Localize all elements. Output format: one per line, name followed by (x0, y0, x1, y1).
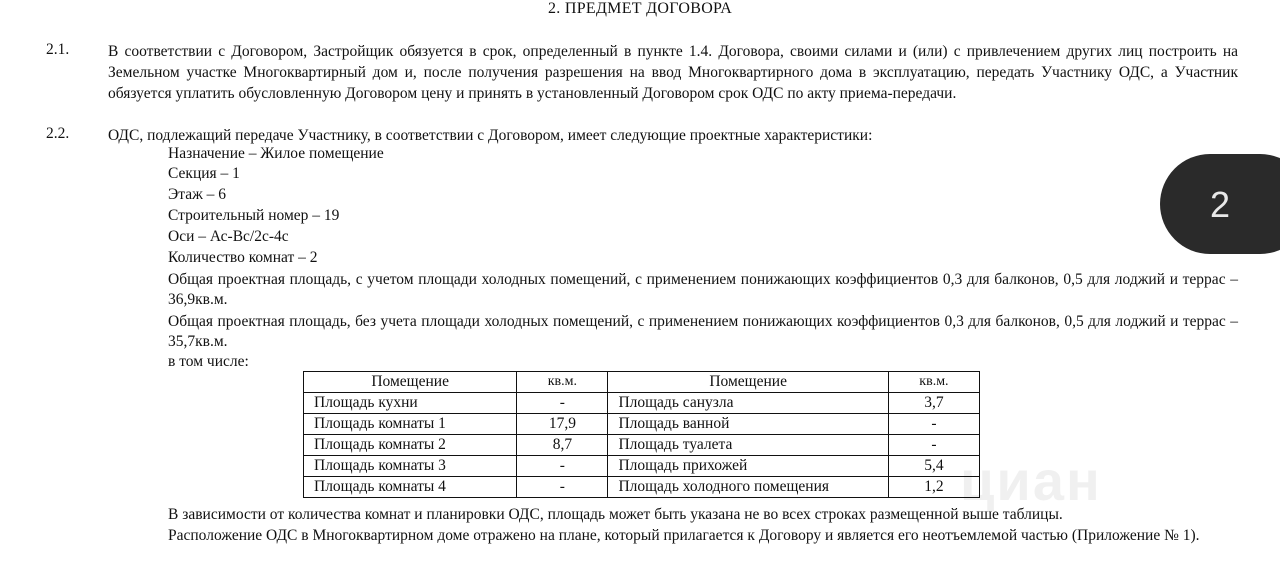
table-cell: Площадь холодного помещения (608, 477, 888, 498)
header-sqm: кв.м. (517, 372, 608, 393)
table-cell: 5,4 (888, 456, 979, 477)
table-row (304, 477, 980, 498)
table-cell: Площадь ванной (608, 414, 888, 435)
table-cell: Площадь комнаты 2 (304, 435, 517, 456)
table-header-row (304, 372, 980, 393)
table-row (304, 414, 980, 435)
spec-rooms: Количество комнат – 2 (168, 249, 318, 266)
table-cell: 3,7 (888, 393, 979, 414)
table-row (304, 435, 980, 456)
spec-area-without-cold: Общая проектная площадь, без учета площади холодных помещений, с применением понижающих коэффициентов 0,3 для балконов, 0,5 для лоджий и террас – 35,7кв.м. (168, 313, 1238, 350)
section-title: 2. ПРЕДМЕТ ДОГОВОРА (547, 0, 733, 17)
spec-purpose: Назначение – Жилое помещение (168, 145, 384, 162)
clause-number-2-1: 2.1. (46, 41, 70, 58)
spec-build-number: Строительный номер – 19 (168, 207, 340, 224)
table-cell: - (888, 435, 979, 456)
clause-text-2-1: В соответствии с Договором, Застройщик обязуется в срок, определенный в пункте 1.4. Договора, своими силами и (или) с привлечением других лиц построить на Земельном участке Многоквартирный дом и, после получения разрешения на ввод Многоквартирного дома в эксплуатацию, передать Участнику ОДС, а Участник обязуется уплатить обусловленную Договором цену и принять в установленный Договором срок ОДС по акту приема-передачи. (108, 43, 1238, 102)
table-cell: - (888, 414, 979, 435)
table-cell: 8,7 (517, 435, 608, 456)
table-cell: - (517, 393, 608, 414)
page-number: 2 (1209, 184, 1231, 225)
watermark-logo: циан (960, 449, 1102, 512)
table-cell: Площадь комнаты 1 (304, 414, 517, 435)
header-sqm: кв.м. (888, 372, 979, 393)
table-row (304, 456, 980, 477)
table-cell: Площадь туалета (608, 435, 888, 456)
table-cell: Площадь прихожей (608, 456, 888, 477)
location-note: Расположение ОДС в Многоквартирном доме отражено на плане, который прилагается к Договору и является его неотъемлемой частью (Приложение № 1). (168, 527, 1200, 544)
table-cell: 1,2 (888, 477, 979, 498)
spec-including: в том числе: (168, 353, 249, 370)
spec-axes: Оси – Ас-Вс/2с-4с (168, 228, 289, 245)
table-note: В зависимости от количества комнат и планировки ОДС, площадь может быть указана не во всех строках размещенной выше таблицы. (168, 506, 1063, 523)
table-cell: Площадь кухни (304, 393, 517, 414)
table-cell: Площадь комнаты 4 (304, 477, 517, 498)
spec-section: Секция – 1 (168, 165, 240, 182)
spec-floor: Этаж – 6 (168, 186, 227, 203)
areas-table (303, 371, 980, 498)
header-room: Помещение (608, 372, 888, 393)
table-cell: - (517, 477, 608, 498)
clause-number-2-2: 2.2. (46, 125, 70, 142)
table-row (304, 393, 980, 414)
spec-area-with-cold: Общая проектная площадь, с учетом площади холодных помещений, с применением понижающих коэффициентов 0,3 для балконов, 0,5 для лоджий и террас – 36,9кв.м. (168, 271, 1238, 308)
table-cell: 17,9 (517, 414, 608, 435)
page-number-badge[interactable] (1160, 154, 1280, 254)
table-cell: Площадь комнаты 3 (304, 456, 517, 477)
table-cell: - (517, 456, 608, 477)
table-cell: Площадь санузла (608, 393, 888, 414)
header-room: Помещение (304, 372, 517, 393)
clause-text-2-2: ОДС, подлежащий передаче Участнику, в соответствии с Договором, имеет следующие проектные характеристики: (108, 127, 873, 144)
